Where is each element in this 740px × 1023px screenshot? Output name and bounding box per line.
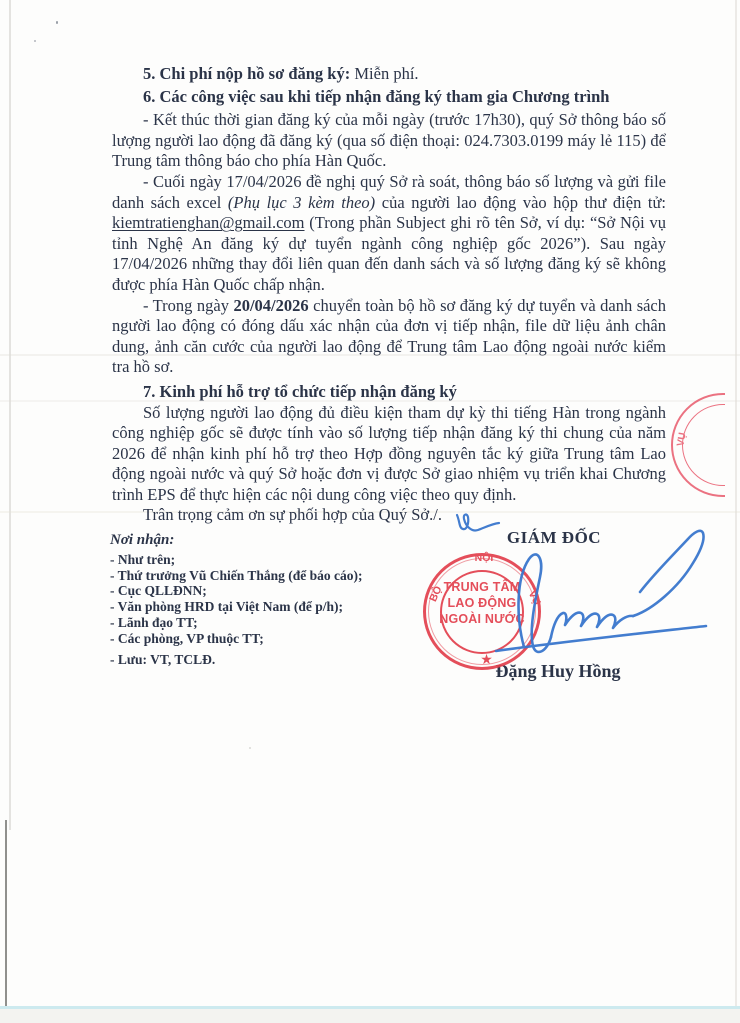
recipient-item: - Các phòng, VP thuộc TT; [110,630,264,646]
page-edge-stamp [668,390,725,502]
scan-edge-line [5,820,7,1023]
text-run: của người lao động vào hộp thư điện tử: [375,192,666,212]
scan-speck [34,40,36,42]
appendix-note: (Phụ lục 3 kèm theo) [227,192,376,212]
paragraph-funding: Số lượng người lao động đủ điều kiện tham dự kỳ thi tiếng Hàn trong ngành công nghiệp gốc sẽ được tính vào số lượng tiếp nhận đăng ký thi chung của năm 2026 để nhận kinh phí hỗ trợ theo Hợp đồng nguyên tắc ký giữa Trung tâm Lao động ngoài nước và quý Sở hoặc đơn vị được Sở giao nhiệm vụ triển khai Chương trình EPS để thực hiện các nội dung công việc theo quy định. [112,402,666,504]
fee-label: 5. Chi phí nộp hồ sơ đăng ký: [143,64,351,83]
recipients-header: Nơi nhận: [110,532,175,548]
document-body [112,64,666,526]
signer-name: Đặng Huy Hồng [495,661,621,681]
recipient-item: - Lãnh đạo TT; [110,614,198,630]
signature-ink [440,505,720,670]
text-run: - Cuối ngày 17/04/2026 đề nghị quý Sở rà soát, thông báo số lượng và gửi file danh sách excel [112,171,666,212]
recipients-list [110,552,410,668]
scan-bottom-strip [0,1009,740,1023]
stamp-ring-word-left: BỘ [427,584,445,604]
paragraph-deadline-daily: - Kết thúc thời gian đăng ký của mỗi ngày (trước 17h30), quý Sở thông báo số lượng người lao động đã đăng ký (qua số điện thoại: 024.7303.0199 máy lẻ 115) để Trung tâm thông báo cho phía Hàn Quốc. [112,110,666,171]
recipient-item: - Văn phòng HRD tại Việt Nam (để p/h); [110,599,344,615]
edge-stamp-word: VỤ [675,431,689,448]
email-address: kiemtratienghan@gmail.com [112,213,305,233]
stamp-line-2: LAO ĐỘNG [447,596,517,610]
fee-line [112,64,666,85]
stamp-line-1: TRUNG TÂM [443,580,521,594]
section-7-heading: 7. Kinh phí hỗ trợ tổ chức tiếp nhận đăng ký [143,381,457,401]
text-run: - Trong ngày [143,295,234,315]
fee-value: Miễn phí. [350,64,419,83]
recipient-item: - Cục QLLĐNN; [110,583,207,599]
section-6-heading: 6. Các công việc sau khi tiếp nhận đăng ký tham gia Chương trình [143,86,610,106]
stamp-ring-word-right: VỤ [525,588,543,608]
stamp-star-icon: ★ [480,651,493,667]
stamp-ring-word-top: NỘI [474,552,494,564]
scan-edge-line [9,0,11,830]
scan-speck [56,21,58,24]
signer-title: GIÁM ĐỐC [506,528,602,547]
recipient-item: - Như trên; [110,551,176,567]
recipient-item-archive: - Lưu: VT, TCLĐ. [110,651,216,667]
scan-speck [249,747,251,749]
date-bold: 20/04/2026 [233,295,309,315]
paragraph-dossier-transfer [112,296,666,378]
recipient-item: - Thứ trưởng Vũ Chiến Thắng (để báo cáo); [110,567,363,583]
recipients-block [110,533,410,667]
paragraph-excel-list [112,172,666,296]
stamp-line-3: NGOÀI NƯỚC [439,612,525,626]
text-run: (Trong phần Subject ghi rõ tên Sở, ví dụ: “Sở Nội vụ tỉnh Nghệ An đăng ký dự tuyển ngành công nghiệp gốc 2026”). Sau ngày 17/04/2026 những thay đổi liên quan đến danh sách và số lượng đăng ký sẽ không được phía Hàn Quốc chấp nhận. [112,213,666,294]
text-run: chuyển toàn bộ hồ sơ đăng ký dự tuyển và danh sách người lao động có đóng dấu xác nhận của đơn vị tiếp nhận, file dữ liệu ảnh chân dung, ảnh căn cước của người lao động để Trung tâm Lao động ngoài nước kiểm tra hồ sơ. [112,295,667,377]
closing-line: Trân trọng cảm ơn sự phối hợp của Quý Sở./. [143,505,442,525]
